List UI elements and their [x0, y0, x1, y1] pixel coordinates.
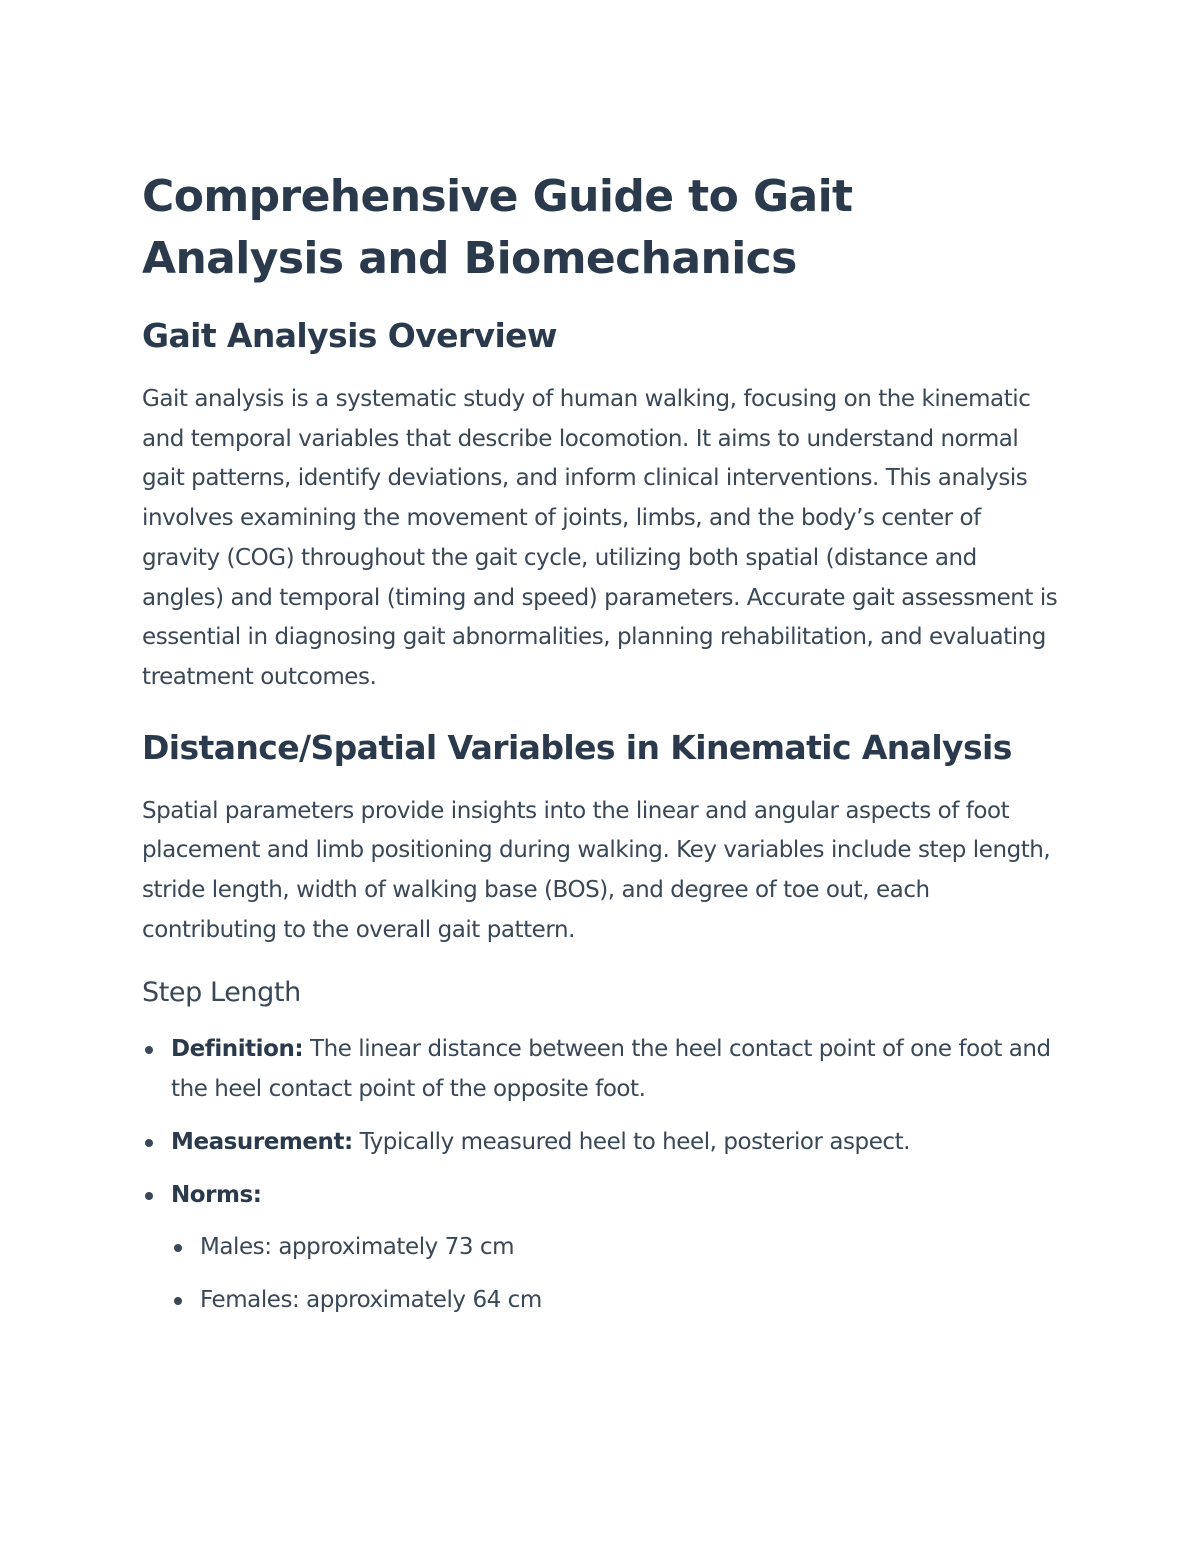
overview-paragraph: Gait analysis is a systematic study of human walking, focusing on the kinematic and temporal variables that describe locomotion. It aims to understand normal gait patterns, identify deviations, and inform clinical interventions. This analysis involves examining the movement of joints, limbs, and the body’s center of gravity (COG) throughout the gait cycle, utilizing both spatial (distance and angles) and temporal (timing and speed) parameters. Accurate gait assessment is essential in diagnosing gait abnormalities, planning rehabilitation, and evaluating treatment outcomes. [142, 386, 1058, 690]
sub-bullet-males: Males: approximately 73 cm [171, 1228, 1062, 1268]
step-length-bullet-list [142, 1030, 1062, 1320]
bullet-definition [142, 1030, 1062, 1109]
sub-bullet-females: Females: approximately 64 cm [171, 1281, 1062, 1321]
subheading-step-length: Step Length [142, 977, 301, 1009]
document-page [142, 166, 1062, 1334]
norms-sub-list [171, 1228, 1062, 1320]
bullet-text-definition: The linear distance between the heel contact point of one foot and the heel contact point of the opposite foot. [171, 1036, 1051, 1103]
bullet-norms [142, 1176, 1062, 1321]
bullet-measurement [142, 1123, 1062, 1163]
bullet-term-measurement: Measurement: [171, 1128, 353, 1155]
bullet-term-norms: Norms: [171, 1181, 262, 1208]
bullet-text-measurement: Typically measured heel to heel, posterior aspect. [352, 1128, 911, 1155]
spatial-variables-paragraph: Spatial parameters provide insights into the linear and angular aspects of foot placement and limb positioning during walking. Key variables include step length, stride length, width of walking base (BOS), and degree of toe out, each contributing to the overall gait pattern. [142, 797, 1051, 943]
section-heading-overview: Gait Analysis Overview [142, 316, 557, 355]
section-heading-spatial-variables: Distance/Spatial Variables in Kinematic Analysis [142, 727, 1012, 767]
document-title: Comprehensive Guide to Gait Analysis and Biomechanics [142, 171, 853, 284]
bullet-term-definition: Definition: [171, 1036, 304, 1063]
